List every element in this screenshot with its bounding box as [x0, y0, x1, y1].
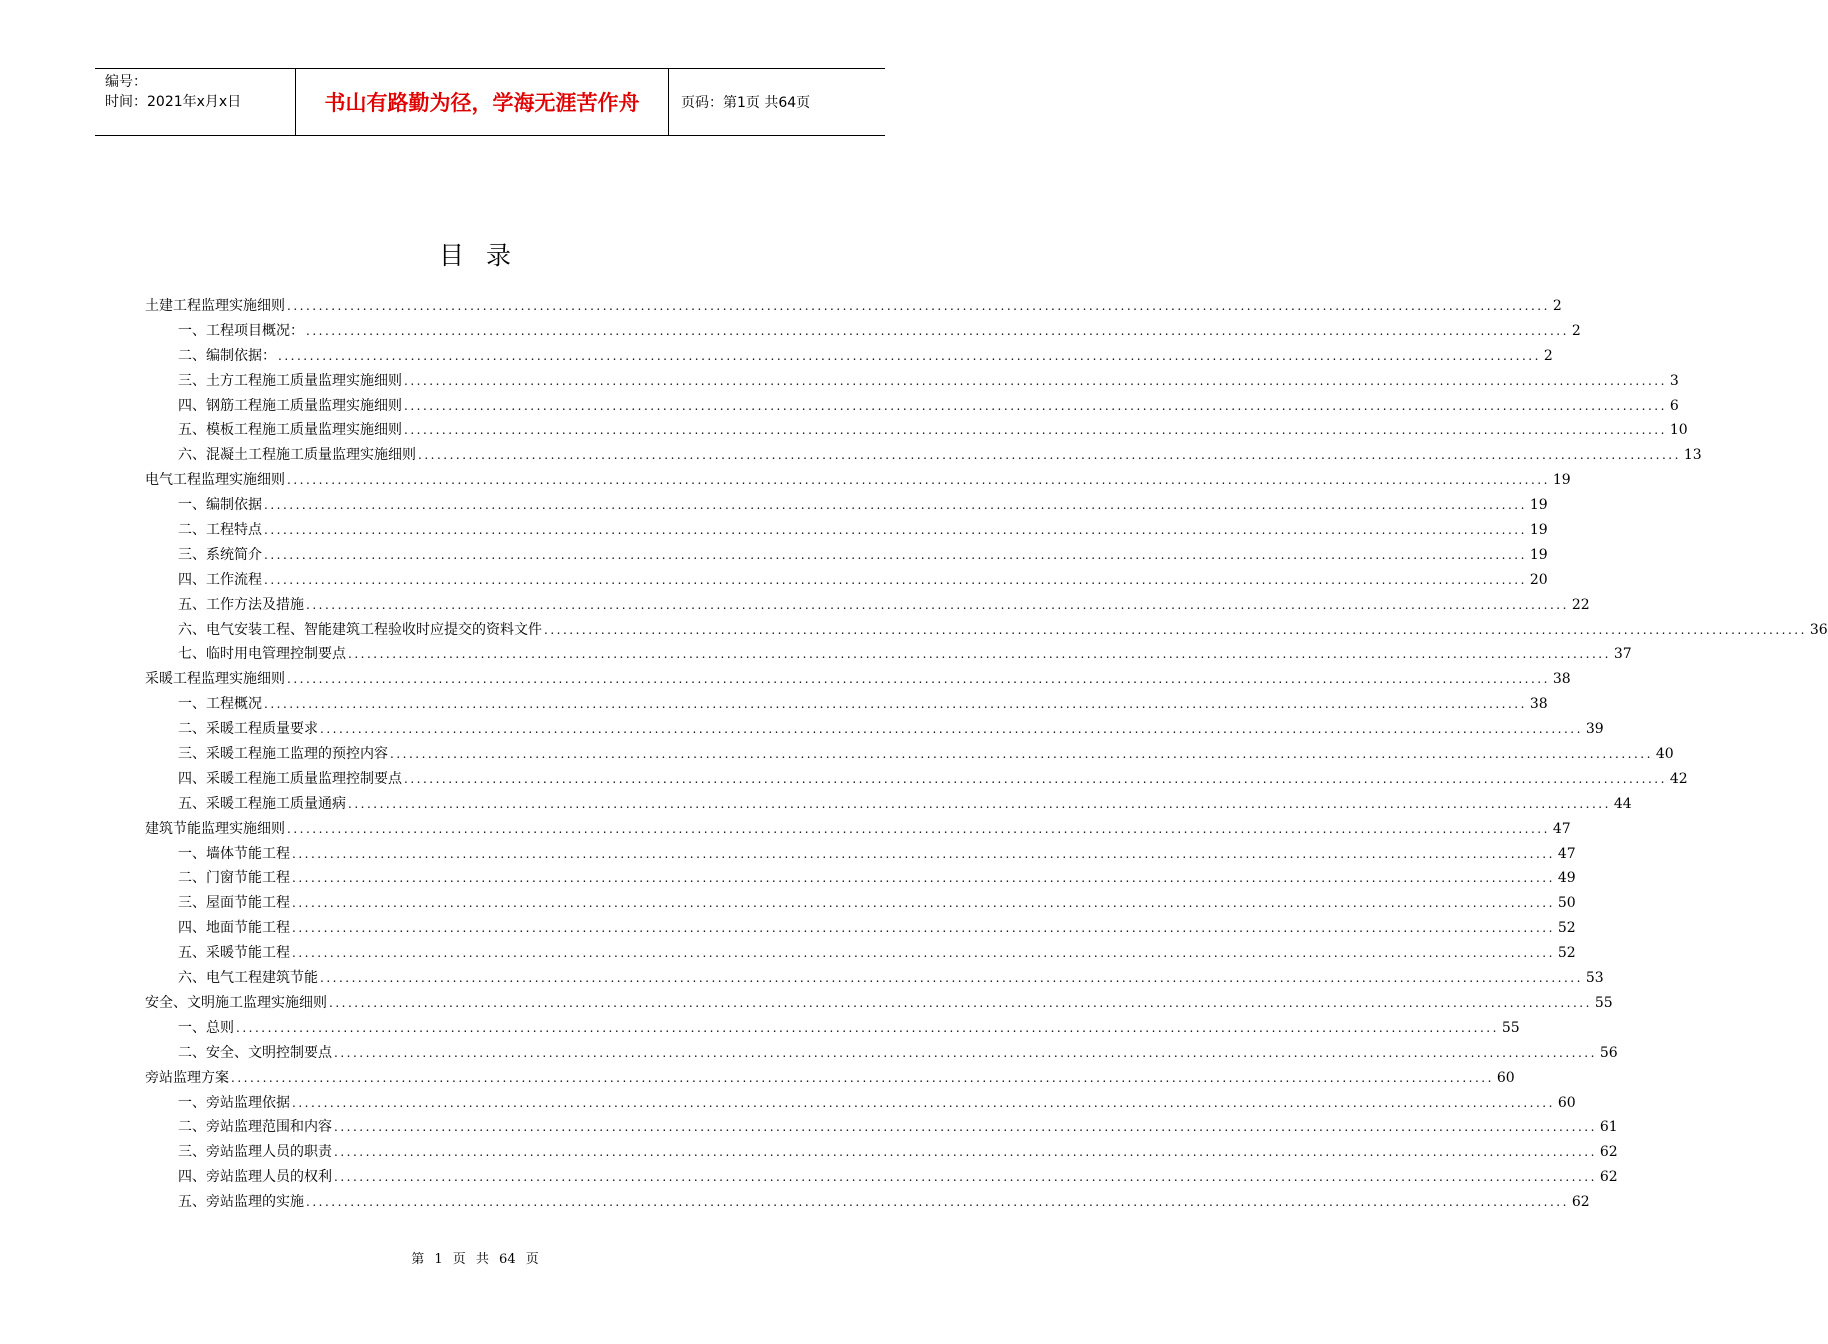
- toc-dot-leader: ........................................................................................................................................................................................................: [334, 1170, 1597, 1185]
- toc-dot-leader: ........................................................................................................................................................................................................: [390, 747, 1653, 762]
- toc-entry-text: 三、采暖工程施工监理的预控内容: [178, 746, 388, 763]
- header-meta: [95, 69, 296, 135]
- toc-entry-page: 47: [1552, 820, 1571, 837]
- toc-entry[interactable]: [145, 294, 1562, 319]
- toc-dot-leader: ........................................................................................................................................................................................................: [292, 1095, 1555, 1110]
- toc-entry-text: 五、工作方法及措施: [178, 596, 304, 613]
- toc-entry[interactable]: [145, 418, 1688, 443]
- document-number-label: 编号：: [105, 74, 147, 90]
- toc-entry[interactable]: [145, 717, 1604, 742]
- toc-entry-page: 19: [1552, 472, 1571, 489]
- header-page-info: 页码：第1页 共64页: [681, 95, 811, 111]
- toc-dot-leader: ........................................................................................................................................................................................................: [264, 523, 1527, 538]
- toc-entry-text: 二、安全、文明控制要点: [178, 1044, 332, 1061]
- toc-dot-leader: ........................................................................................................................................................................................................: [334, 1145, 1597, 1160]
- toc-entry[interactable]: [145, 468, 1571, 493]
- toc-entry-text: 一、旁站监理依据: [178, 1094, 290, 1111]
- toc-entry-text: 安全、文明施工监理实施细则: [145, 994, 327, 1011]
- toc-dot-leader: ........................................................................................................................................................................................................: [334, 1120, 1597, 1135]
- toc-dot-leader: ........................................................................................................................................................................................................: [292, 921, 1555, 936]
- toc-entry[interactable]: [145, 1041, 1618, 1066]
- toc-entry-page: 2: [1552, 298, 1562, 314]
- toc-entry-page: 20: [1529, 571, 1548, 588]
- toc-dot-leader: ........................................................................................................................................................................................................: [348, 796, 1611, 811]
- toc-dot-leader: ........................................................................................................................................................................................................: [418, 448, 1681, 463]
- toc-dot-leader: ........................................................................................................................................................................................................: [287, 821, 1550, 836]
- toc-entry[interactable]: [145, 1115, 1618, 1140]
- toc-entry-page: 52: [1557, 945, 1576, 962]
- toc-title: 目录: [438, 241, 533, 270]
- toc-dot-leader: ........................................................................................................................................................................................................: [320, 971, 1583, 986]
- toc-entry[interactable]: [145, 369, 1679, 394]
- toc-dot-leader: ........................................................................................................................................................................................................: [292, 946, 1555, 961]
- toc-entry-page: 36: [1809, 621, 1828, 638]
- toc-dot-leader: ........................................................................................................................................................................................................: [287, 672, 1550, 687]
- toc-entry-text: 一、墙体节能工程: [178, 845, 290, 862]
- toc-entry-page: 2: [1571, 322, 1581, 339]
- toc-entry[interactable]: [145, 792, 1632, 817]
- toc-entry[interactable]: [145, 593, 1590, 618]
- toc-entry-page: 44: [1613, 795, 1632, 812]
- toc-entry[interactable]: [145, 443, 1702, 468]
- toc-entry-text: 二、门窗节能工程: [178, 870, 290, 887]
- toc-entry-page: 60: [1557, 1094, 1576, 1111]
- toc-entry-text: 六、电气工程建筑节能: [178, 970, 318, 987]
- toc-entry-text: 三、土方工程施工质量监理实施细则: [178, 372, 402, 389]
- toc-entry-page: 52: [1557, 920, 1576, 937]
- toc-entry[interactable]: [145, 493, 1548, 518]
- toc-dot-leader: ........................................................................................................................................................................................................: [334, 1045, 1597, 1060]
- toc-dot-leader: ........................................................................................................................................................................................................: [236, 1020, 1499, 1035]
- toc-entry[interactable]: [145, 767, 1688, 792]
- toc-dot-leader: ........................................................................................................................................................................................................: [404, 398, 1667, 413]
- toc-entry-page: 37: [1613, 646, 1632, 663]
- toc-entry-text: 一、工程概况: [178, 696, 262, 713]
- toc-entry[interactable]: [145, 991, 1613, 1016]
- toc-dot-leader: ........................................................................................................................................................................................................: [292, 896, 1555, 911]
- toc-entry-page: 55: [1501, 1019, 1520, 1036]
- toc-entry-page: 19: [1529, 522, 1548, 539]
- toc-entry-page: 47: [1557, 845, 1576, 862]
- toc-entry[interactable]: [145, 692, 1548, 717]
- toc-entry-text: 土建工程监理实施细则: [145, 298, 285, 314]
- toc-entry-text: 一、工程项目概况：: [178, 322, 304, 339]
- toc-entry[interactable]: [145, 866, 1576, 891]
- toc-entry-page: 13: [1683, 447, 1702, 464]
- toc-entry-text: 五、采暖节能工程: [178, 945, 290, 962]
- table-of-contents: [145, 294, 1828, 1215]
- toc-dot-leader: ........................................................................................................................................................................................................: [329, 995, 1592, 1010]
- toc-entry-page: 62: [1599, 1169, 1618, 1186]
- toc-entry-page: 55: [1594, 994, 1613, 1011]
- toc-entry[interactable]: [145, 1016, 1520, 1041]
- toc-entry-text: 二、编制依据：: [178, 347, 276, 364]
- toc-entry[interactable]: [145, 1165, 1618, 1190]
- toc-entry-page: 56: [1599, 1044, 1618, 1061]
- toc-entry[interactable]: [145, 518, 1548, 543]
- toc-entry-text: 四、旁站监理人员的权利: [178, 1169, 332, 1186]
- toc-entry-text: 三、屋面节能工程: [178, 895, 290, 912]
- toc-dot-leader: ........................................................................................................................................................................................................: [404, 771, 1667, 786]
- toc-entry-text: 一、总则: [178, 1019, 234, 1036]
- toc-dot-leader: ........................................................................................................................................................................................................: [287, 299, 1550, 313]
- toc-dot-leader: ........................................................................................................................................................................................................: [306, 323, 1569, 338]
- toc-entry-text: 三、系统简介: [178, 546, 262, 563]
- header-motto: 书山有路勤为径，学海无涯苦作舟: [296, 69, 669, 135]
- toc-entry-text: 二、工程特点: [178, 522, 262, 539]
- toc-dot-leader: ........................................................................................................................................................................................................: [278, 348, 1541, 363]
- toc-dot-leader: ........................................................................................................................................................................................................: [287, 473, 1550, 488]
- toc-dot-leader: ........................................................................................................................................................................................................: [264, 498, 1527, 513]
- toc-entry-page: 53: [1585, 970, 1604, 987]
- toc-entry-text: 二、采暖工程质量要求: [178, 721, 318, 738]
- toc-entry-page: 40: [1655, 746, 1674, 763]
- toc-entry-text: 四、工作流程: [178, 571, 262, 588]
- toc-entry-text: 六、混凝土工程施工质量监理实施细则: [178, 447, 416, 464]
- toc-entry-page: 61: [1599, 1119, 1618, 1136]
- page-header: [95, 68, 885, 136]
- toc-entry-page: 6: [1669, 397, 1679, 414]
- toc-entry[interactable]: [145, 543, 1548, 568]
- toc-entry-page: 19: [1529, 546, 1548, 563]
- toc-entry[interactable]: [145, 916, 1576, 941]
- toc-dot-leader: ........................................................................................................................................................................................................: [404, 373, 1667, 388]
- toc-dot-leader: ........................................................................................................................................................................................................: [231, 1070, 1494, 1085]
- toc-entry-page: 62: [1599, 1144, 1618, 1161]
- toc-entry-text: 二、旁站监理范围和内容: [178, 1119, 332, 1136]
- toc-entry[interactable]: [145, 891, 1576, 916]
- toc-entry-page: 22: [1571, 596, 1590, 613]
- toc-dot-leader: ........................................................................................................................................................................................................: [306, 1195, 1569, 1210]
- toc-entry-text: 七、临时用电管理控制要点: [178, 646, 346, 663]
- toc-dot-leader: ........................................................................................................................................................................................................: [544, 622, 1807, 637]
- toc-entry-page: 10: [1669, 422, 1688, 439]
- toc-entry[interactable]: [145, 618, 1828, 643]
- toc-entry[interactable]: [145, 394, 1679, 419]
- document-time: 时间：2021年x月x日: [105, 94, 242, 110]
- toc-entry[interactable]: [145, 1140, 1618, 1165]
- toc-entry-page: 50: [1557, 895, 1576, 912]
- toc-entry-page: 38: [1529, 696, 1548, 713]
- toc-entry[interactable]: [145, 319, 1581, 344]
- toc-entry[interactable]: [145, 344, 1553, 369]
- toc-entry[interactable]: [145, 568, 1548, 593]
- toc-entry[interactable]: [145, 742, 1674, 767]
- toc-entry-text: 四、钢筋工程施工质量监理实施细则: [178, 397, 402, 414]
- toc-entry-page: 2: [1543, 347, 1553, 364]
- toc-entry[interactable]: [145, 1066, 1515, 1091]
- toc-entry-page: 49: [1557, 870, 1576, 887]
- toc-dot-leader: ........................................................................................................................................................................................................: [306, 597, 1569, 612]
- toc-entry-text: 五、旁站监理的实施: [178, 1194, 304, 1211]
- toc-dot-leader: ........................................................................................................................................................................................................: [264, 572, 1527, 587]
- toc-entry[interactable]: [145, 1091, 1576, 1116]
- toc-entry-text: 旁站监理方案: [145, 1069, 229, 1086]
- toc-dot-leader: ........................................................................................................................................................................................................: [348, 647, 1611, 662]
- toc-dot-leader: ........................................................................................................................................................................................................: [292, 846, 1555, 861]
- toc-entry-text: 采暖工程监理实施细则: [145, 671, 285, 688]
- toc-entry[interactable]: [145, 966, 1604, 991]
- toc-dot-leader: ........................................................................................................................................................................................................: [264, 697, 1527, 712]
- toc-entry-text: 五、模板工程施工质量监理实施细则: [178, 422, 402, 439]
- toc-entry-text: 六、电气安装工程、智能建筑工程验收时应提交的资料文件: [178, 621, 542, 638]
- toc-entry[interactable]: [145, 642, 1632, 667]
- toc-entry-text: 四、采暖工程施工质量监理控制要点: [178, 770, 402, 787]
- toc-entry[interactable]: [145, 667, 1571, 692]
- toc-entry[interactable]: [145, 842, 1576, 867]
- toc-entry-page: 42: [1669, 770, 1688, 787]
- toc-entry-text: 一、编制依据: [178, 497, 262, 514]
- toc-dot-leader: ........................................................................................................................................................................................................: [292, 871, 1555, 886]
- toc-entry[interactable]: [145, 941, 1576, 966]
- toc-entry-page: 38: [1552, 671, 1571, 688]
- toc-entry[interactable]: [145, 817, 1571, 842]
- toc-dot-leader: ........................................................................................................................................................................................................: [320, 722, 1583, 737]
- toc-entry-page: 60: [1496, 1069, 1515, 1086]
- toc-entry-page: 3: [1669, 372, 1679, 389]
- toc-entry-text: 四、地面节能工程: [178, 920, 290, 937]
- toc-entry-text: 三、旁站监理人员的职责: [178, 1144, 332, 1161]
- toc-entry-text: 五、采暖工程施工质量通病: [178, 795, 346, 812]
- toc-entry-page: 39: [1585, 721, 1604, 738]
- toc-entry-text: 电气工程监理实施细则: [145, 472, 285, 489]
- toc-dot-leader: ........................................................................................................................................................................................................: [404, 423, 1667, 438]
- toc-entry-page: 19: [1529, 497, 1548, 514]
- toc-entry-text: 建筑节能监理实施细则: [145, 820, 285, 837]
- toc-entry[interactable]: [145, 1190, 1590, 1215]
- page-footer: 第 1 页 共 64 页: [411, 1252, 539, 1267]
- toc-dot-leader: ........................................................................................................................................................................................................: [264, 547, 1527, 562]
- toc-entry-page: 62: [1571, 1194, 1590, 1211]
